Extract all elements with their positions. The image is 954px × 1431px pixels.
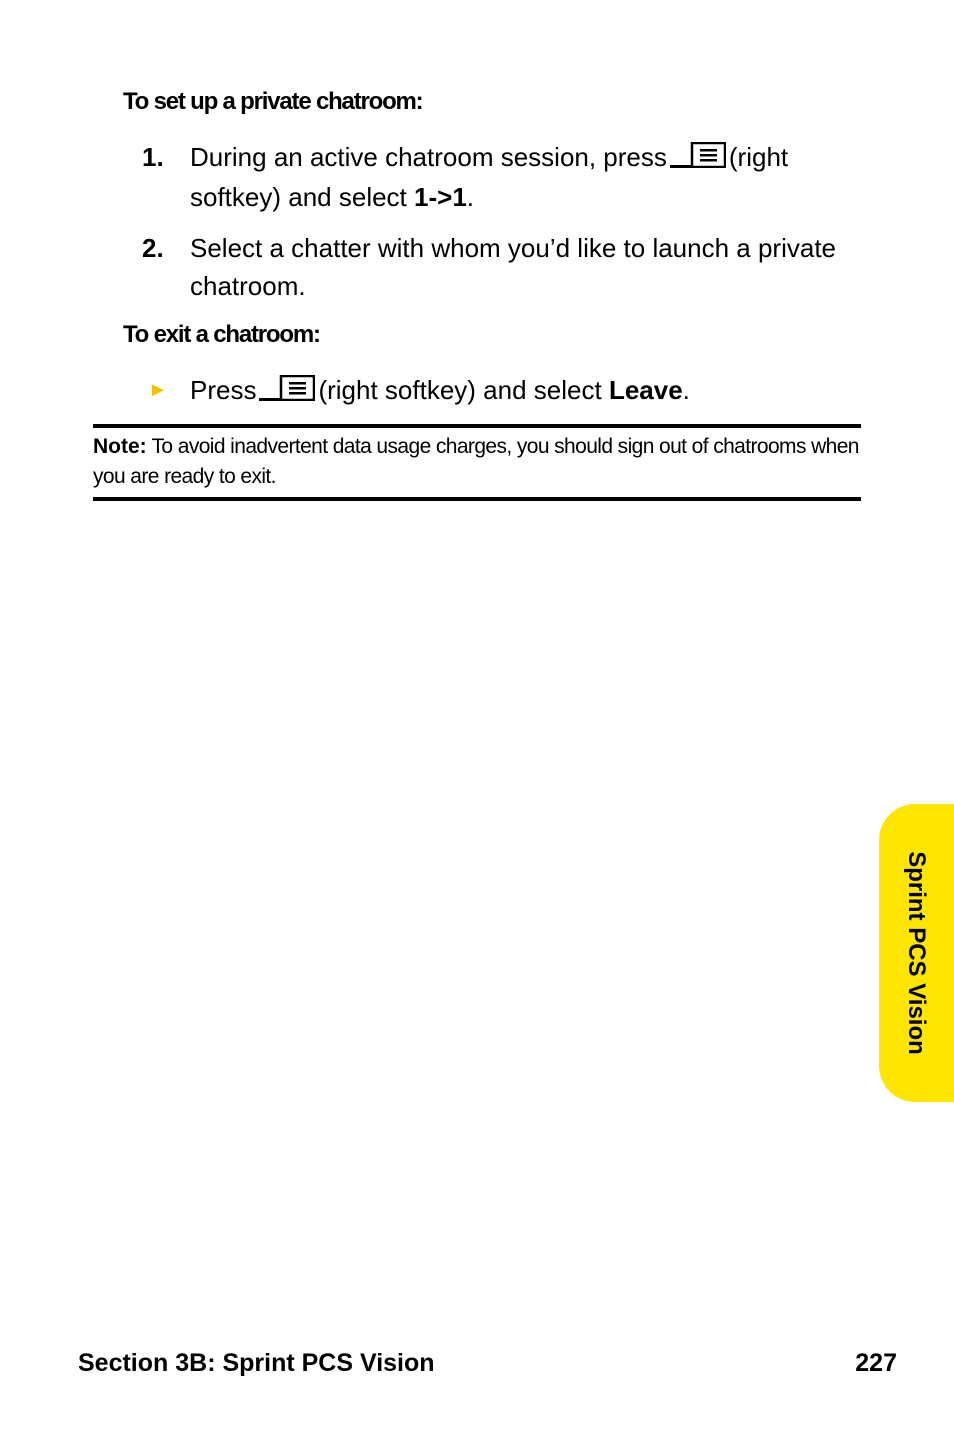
- exit-bullet-selection: Leave: [608, 375, 683, 405]
- step-1-text-before: During an active chatroom session, press: [190, 142, 667, 172]
- exit-bullet: [142, 371, 872, 411]
- note-label: Note:: [93, 435, 147, 458]
- exit-bullet-text-before: Press: [190, 375, 257, 405]
- right-softkey-icon: [259, 373, 315, 411]
- note-box: [93, 424, 861, 501]
- note-body: To avoid inadvertent data usage charges, you should sign out of chatrooms when you are ready to exit.: [93, 435, 859, 488]
- step-1-period: .: [466, 182, 475, 212]
- step-1-body: [190, 138, 872, 216]
- heading-private-chatroom: To set up a private chatroom:: [123, 88, 423, 115]
- step-2-number: 2.: [142, 233, 164, 263]
- note-text: [93, 432, 861, 492]
- step-1-selection: 1->1: [414, 182, 467, 212]
- step-1-text-after: (right softkey) and select: [190, 142, 789, 212]
- right-softkey-icon: [670, 140, 726, 178]
- step-2: [142, 229, 872, 305]
- exit-bullet-period: .: [682, 375, 690, 405]
- step-1: [142, 138, 872, 216]
- exit-bullet-body: [190, 371, 872, 411]
- footer-section-title: Section 3B: Sprint PCS Vision: [78, 1349, 435, 1377]
- footer-page-number: 227: [855, 1349, 897, 1377]
- step-1-number: 1.: [142, 142, 164, 172]
- bullet-arrow-icon: ►: [148, 379, 168, 401]
- side-tab-label: Sprint PCS Vision: [903, 851, 930, 1055]
- heading-exit-chatroom: To exit a chatroom:: [123, 321, 320, 348]
- step-2-text: Select a chatter with whom you’d like to launch a private chatroom.: [190, 233, 837, 301]
- exit-bullet-text-after: (right softkey) and select: [318, 375, 602, 405]
